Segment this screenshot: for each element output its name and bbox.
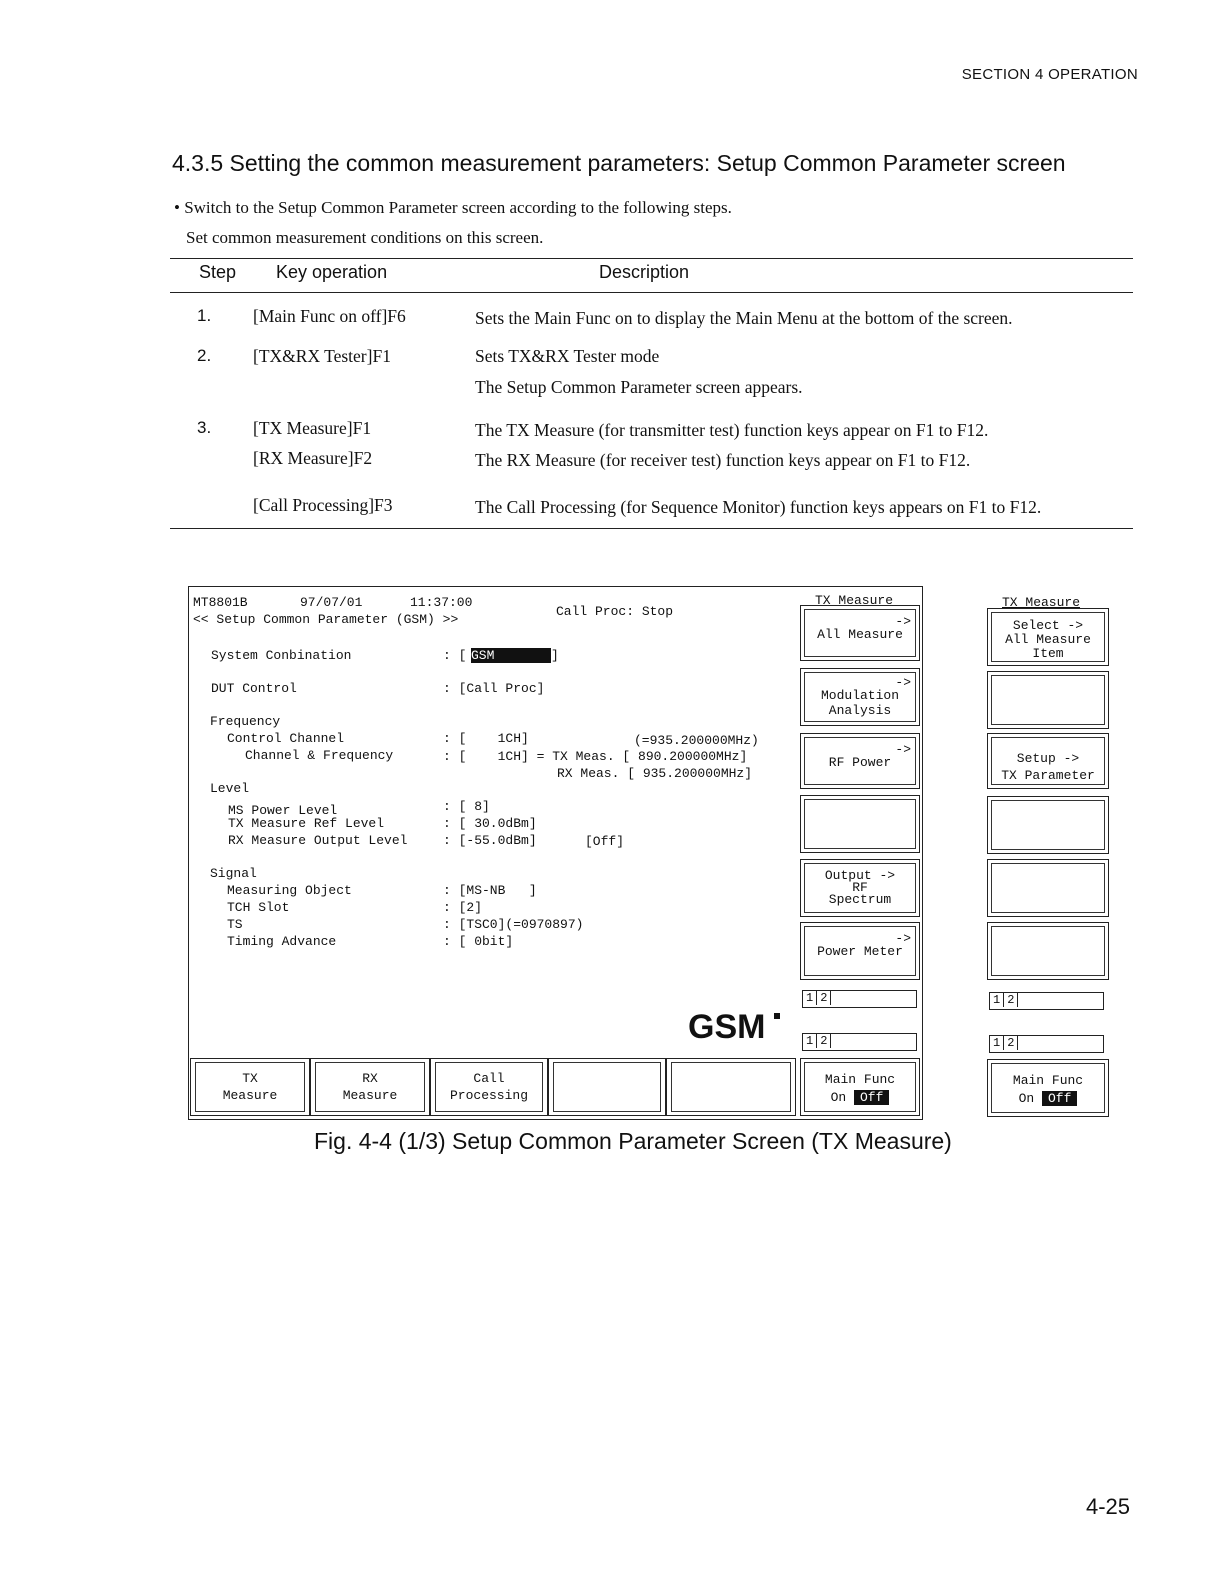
side-key-rf-power[interactable] xyxy=(800,733,920,789)
system-combination-value[interactable]: GSM xyxy=(471,648,551,663)
channel-frequency-value: : [ 1CH] = TX Meas. [ 890.200000MHz] xyxy=(443,749,748,764)
gsm-logo: GSM xyxy=(688,1008,766,1046)
side-pager-2[interactable] xyxy=(802,1033,917,1051)
intro-line-1: • Switch to the Setup Common Parameter screen according to the following steps. xyxy=(174,198,732,217)
signal-label: Signal xyxy=(210,866,257,881)
side-key-6-label: Power Meter xyxy=(817,944,903,959)
page-number: 4-25 xyxy=(1085,1494,1130,1519)
side-key-3-arrow: -> xyxy=(895,742,911,757)
side-key-5-label2: RF xyxy=(852,880,868,895)
right-key-3-label: Setup -> xyxy=(1016,751,1080,766)
key-3a: [TX Measure]F1 xyxy=(253,418,372,438)
side-key-5-label3: Spectrum xyxy=(828,892,892,907)
measuring-object-label: Measuring Object xyxy=(227,883,352,898)
side-pager-1-page-1[interactable]: 1 xyxy=(803,991,817,1005)
side-key-6-arrow: -> xyxy=(895,931,911,946)
right-pager-2-page-2[interactable]: 2 xyxy=(1004,1036,1018,1050)
side-key-1-arrow: -> xyxy=(895,614,911,629)
right-key-4[interactable] xyxy=(987,796,1109,854)
right-main-func-toggle: On Off xyxy=(992,1090,1104,1108)
rx-output-level-value: : [-55.0dBm] xyxy=(443,833,537,848)
right-key-6[interactable] xyxy=(987,922,1109,980)
right-key-1-label3: Item xyxy=(1032,646,1064,661)
right-pager-2-page-1[interactable]: 1 xyxy=(990,1036,1004,1050)
right-pager-1-page-2[interactable]: 2 xyxy=(1004,993,1018,1007)
side-pager-2-page-2[interactable]: 2 xyxy=(817,1034,831,1048)
key-3b: [RX Measure]F2 xyxy=(253,448,373,468)
bottom-key-1-line2: Measure xyxy=(222,1088,278,1103)
header-step: Step xyxy=(199,262,237,282)
right-pager-1-page-1[interactable]: 1 xyxy=(990,993,1004,1007)
bottom-key-3-line1: Call xyxy=(473,1071,505,1086)
right-main-func-label: Main Func xyxy=(1012,1073,1084,1088)
desc-3b: The RX Measure (for receiver test) function keys appear on F1 to F12. xyxy=(475,450,971,470)
side-key-4[interactable] xyxy=(800,795,920,853)
frequency-label: Frequency xyxy=(210,714,281,729)
side-pager-1-page-2[interactable]: 2 xyxy=(817,991,831,1005)
side-main-func-label: Main Func xyxy=(824,1072,896,1087)
ms-power-level-value: : [ 8] xyxy=(443,799,490,814)
desc-2b: The Setup Common Parameter screen appears. xyxy=(475,377,803,397)
section-title: 4.3.5 Setting the common measurement parameters: Setup Common Parameter screen xyxy=(172,150,1066,176)
timing-advance-value: : [ 0bit] xyxy=(443,934,514,949)
right-panel-title: TX Measure xyxy=(1002,595,1081,610)
side-key-main-func[interactable] xyxy=(800,1058,920,1116)
logo-dot xyxy=(774,1013,780,1019)
rx-output-level-state: [Off] xyxy=(585,834,625,849)
bottom-key-tx-measure[interactable] xyxy=(190,1058,310,1116)
system-combination-close: ] xyxy=(551,648,559,663)
step-1: 1. xyxy=(197,306,212,325)
ms-power-level-label: MS Power Level xyxy=(228,803,338,818)
right-key-setup-tx-parameter[interactable] xyxy=(987,733,1109,789)
system-combination-sep: : [ xyxy=(443,648,467,663)
side-key-power-meter[interactable] xyxy=(800,922,920,980)
right-key-main-func[interactable] xyxy=(987,1059,1109,1117)
header-key-operation: Key operation xyxy=(276,262,388,282)
tx-ref-level-value: : [ 30.0dBm] xyxy=(443,816,537,831)
system-combination-label: System Conbination xyxy=(211,648,352,663)
side-key-5-label: Output -> xyxy=(824,868,896,883)
right-key-3-label2: TX Parameter xyxy=(1001,768,1095,783)
control-channel-value: : [ 1CH] xyxy=(443,731,529,746)
side-key-2-arrow: -> xyxy=(895,675,911,690)
bottom-key-2-line2: Measure xyxy=(342,1088,398,1103)
side-key-output-rf-spectrum[interactable] xyxy=(800,859,920,917)
step-3: 3. xyxy=(197,418,212,437)
right-pager-2[interactable] xyxy=(989,1035,1104,1053)
right-pager-1[interactable] xyxy=(989,992,1104,1010)
desc-2: Sets TX&RX Tester mode xyxy=(475,346,660,366)
control-channel-label: Control Channel xyxy=(227,731,345,746)
bottom-key-4[interactable] xyxy=(548,1058,666,1116)
key-3c: [Call Processing]F3 xyxy=(253,495,393,515)
side-key-modulation-analysis[interactable] xyxy=(800,668,920,726)
intro-line-2: Set common measurement conditions on this screen. xyxy=(186,228,544,247)
control-channel-freq: (=935.200000MHz) xyxy=(634,733,759,748)
level-label: Level xyxy=(210,781,250,796)
table-header-rule xyxy=(170,292,1133,293)
header-description: Description xyxy=(599,262,690,282)
tx-ref-level-label: TX Measure Ref Level xyxy=(228,816,385,831)
bottom-key-1-line1: TX xyxy=(242,1071,258,1086)
channel-frequency-label: Channel & Frequency xyxy=(245,748,394,763)
bottom-key-2-line1: RX xyxy=(362,1071,378,1086)
timing-advance-label: Timing Advance xyxy=(227,934,337,949)
figure-caption: Fig. 4-4 (1/3) Setup Common Parameter Screen (TX Measure) xyxy=(314,1128,952,1154)
bottom-key-rx-measure[interactable] xyxy=(310,1058,430,1116)
step-2: 2. xyxy=(197,346,212,365)
tch-slot-label: TCH Slot xyxy=(227,900,290,915)
key-2: [TX&RX Tester]F1 xyxy=(253,346,391,366)
side-key-all-measure[interactable] xyxy=(800,605,920,661)
dut-control-label: DUT Control xyxy=(211,681,297,696)
ts-value: : [TSC0](=0970897) xyxy=(443,917,584,932)
table-top-rule xyxy=(170,258,1133,259)
bottom-key-call-processing[interactable] xyxy=(430,1058,548,1116)
side-main-func-toggle: On Off xyxy=(805,1089,915,1107)
bottom-key-5[interactable] xyxy=(666,1058,796,1116)
side-pager-2-page-1[interactable]: 1 xyxy=(803,1034,817,1048)
screen-call-proc: Call Proc: Stop xyxy=(556,604,674,619)
side-key-1-label: All Measure xyxy=(817,627,903,642)
right-key-5[interactable] xyxy=(987,859,1109,917)
section-header: SECTION 4 OPERATION xyxy=(961,66,1138,83)
side-key-2-label: Modulation xyxy=(820,688,899,703)
side-key-3-label: RF Power xyxy=(828,755,892,770)
table-bottom-rule xyxy=(170,528,1133,529)
desc-1: Sets the Main Func on to display the Main Menu at the bottom of the screen. xyxy=(475,308,1013,328)
side-pager-1[interactable] xyxy=(802,990,917,1008)
screen-date: 97/07/01 xyxy=(300,595,363,610)
side-panel-title: TX Measure xyxy=(815,593,894,608)
right-key-1-label2: All Measure xyxy=(1005,632,1091,647)
dut-control-value: : [Call Proc] xyxy=(443,681,545,696)
screen-time: 11:37:00 xyxy=(410,595,473,610)
rx-output-level-label: RX Measure Output Level xyxy=(228,833,408,848)
ts-label: TS xyxy=(227,917,243,932)
bottom-key-3-line2: Processing xyxy=(449,1088,528,1103)
desc-3c: The Call Processing (for Sequence Monitor) function keys appears on F1 to F12. xyxy=(475,497,1042,517)
side-key-2-label2: Analysis xyxy=(828,703,892,718)
screen-title: << Setup Common Parameter (GSM) >> xyxy=(193,612,459,627)
desc-3a: The TX Measure (for transmitter test) function keys appear on F1 to F12. xyxy=(475,420,989,440)
tch-slot-value: : [2] xyxy=(443,900,483,915)
right-key-select-all-measure-item[interactable] xyxy=(987,608,1109,666)
measuring-object-value: : [MS-NB ] xyxy=(443,883,537,898)
key-1: [Main Func on off]F6 xyxy=(253,306,406,326)
screen-model: MT8801B xyxy=(193,595,248,610)
right-key-1-label: Select -> xyxy=(1012,618,1084,633)
channel-frequency-rx: RX Meas. [ 935.200000MHz] xyxy=(557,766,753,781)
right-key-2[interactable] xyxy=(987,671,1109,729)
